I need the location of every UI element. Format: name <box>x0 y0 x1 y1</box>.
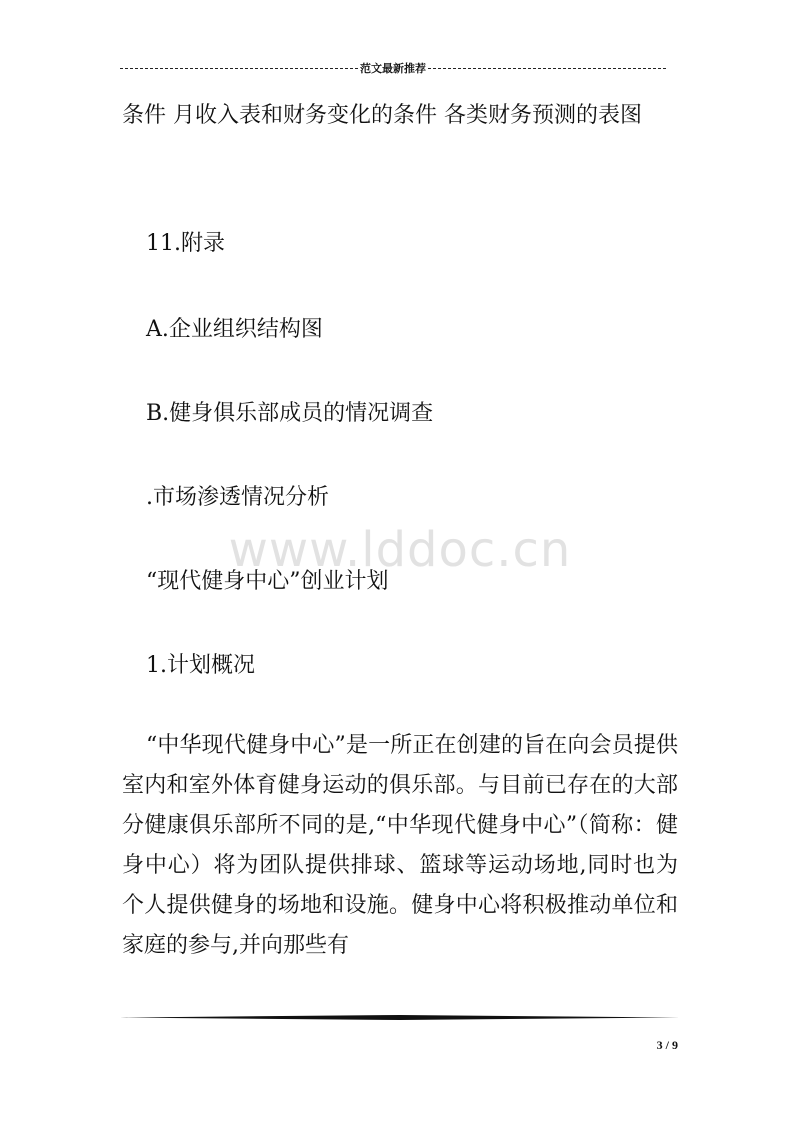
watermark: www.lddoc.cn <box>228 522 572 578</box>
overview-paragraph: “中华现代健身中心”是一所正在创建的旨在向会员提供室内和室外体育健身运动的俱乐部。与目前已存在的大部分健康俱乐部所不同的是,“中华现代健身中心”（简称：健身中心）将为团队提供排球、篮球等运动场地,同时也为个人提供健身的场地和设施。健身中心将积极推动单位和家庭的参与,并向那些有 <box>122 733 678 958</box>
paragraph-financial-conditions: 条件 月收入表和财务变化的条件 各类财务预测的表图 <box>122 103 642 128</box>
page-number: 3 / 9 <box>656 1038 678 1052</box>
appendix-item-c: .市场渗透情况分析 <box>146 485 329 510</box>
footer-rule <box>120 1015 680 1020</box>
page-header <box>120 58 666 78</box>
header-dash-left <box>120 68 358 69</box>
header-title: 范文最新推荐 <box>360 62 426 75</box>
heading-appendix: 11.附录 <box>146 231 225 256</box>
appendix-item-b: B.健身俱乐部成员的情况调查 <box>146 401 434 426</box>
section-heading-overview: 1.计划概况 <box>146 653 255 678</box>
plan-title: “现代健身中心”创业计划 <box>146 569 389 594</box>
appendix-item-a: A.企业组织结构图 <box>146 317 323 342</box>
header-dash-right <box>428 68 666 69</box>
